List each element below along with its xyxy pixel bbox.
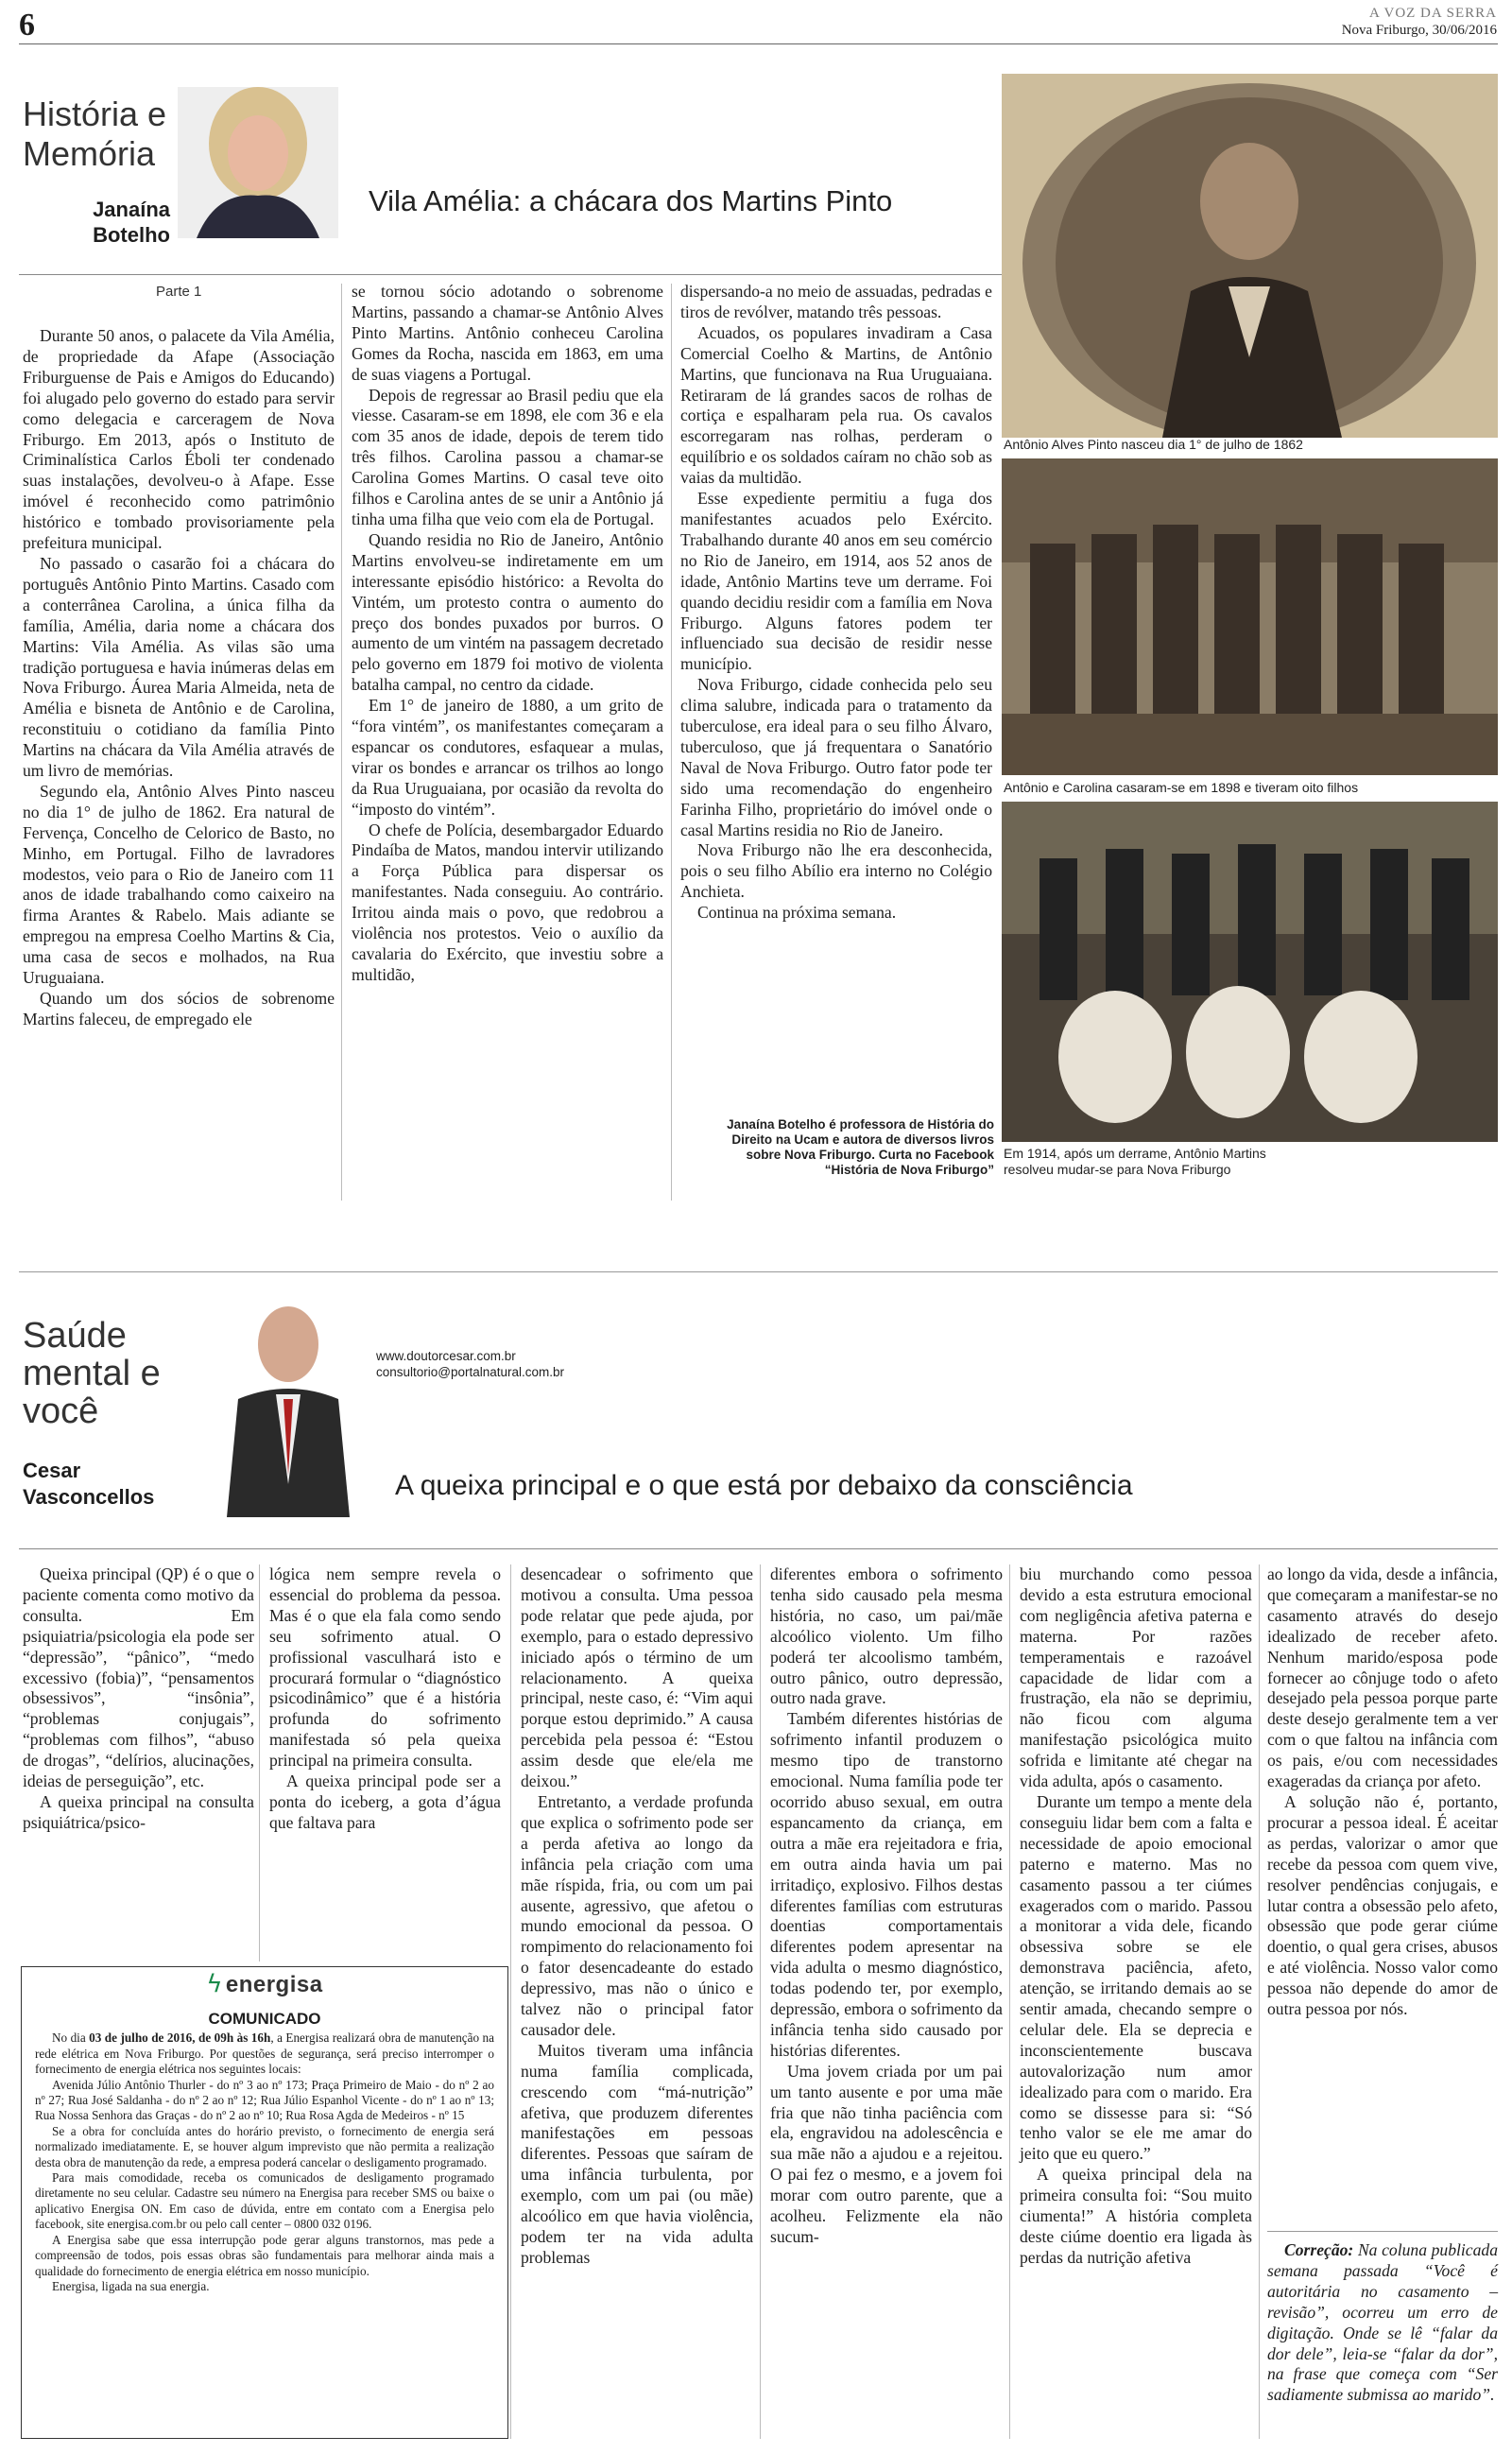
paragraph: Segundo ela, Antônio Alves Pinto nasceu no dia 1° de julho de 1862. Era natural de Fervença, Concelho de Celorico de Basto, no Minho, em Portugal. Filho de lavradores modestos, veio para o Rio de Janeiro com 11 anos de idade trabalhando como caixeiro na firma Arantes & Rabelo. Mais adiante se empregou na empresa Coelho Martins & Cia, uma casa de secos e molhados, na Rua Uruguaiana. [23,781,335,988]
article-headline-2: A queixa principal e o que está por debaixo da consciência [395,1470,1133,1501]
ad-title: COMUNICADO [208,2010,321,2028]
article2-col2 [269,1564,501,1834]
headline-rule [19,274,1002,275]
paragraph: Acuados, os populares invadiram a Casa Comercial Coelho & Martins, de Antônio Martins, que funcionava na Rua Uruguaiana. Retiraram de lá grandes sacos de rolhas de cortiça e espalharam pela rua. Os cavalos escorregaram nas rolhas, perderam o equilíbrio e os soldados caíram no chão sob as vaias da multidão. [680,322,992,488]
energisa-ad [21,1966,508,2439]
place-date: Nova Friburgo, 30/06/2016 [1341,23,1497,38]
paragraph: diferentes embora o sofrimento tenha sido causado pela mesma história, no caso, um pai/mãe alcoólico violento. Um filho poderá ter alcoolismo também, outro pânico, outro depressão, outro nada grave. [770,1564,1003,1708]
article2-col6 [1267,1564,1498,2020]
paragraph: Em 1° de janeiro de 1880, a um grito de “fora vintém”, os manifestantes começaram a espancar os condutores, esfaquear a mulas, virar os bondes e arrancar os trilhos ao longo da Rua Uruguaiana, por ocasião da revolta do “imposto do vintém”. [352,696,663,819]
paragraph: A queixa principal na consulta psiquiátrica/psico- [23,1791,254,1832]
correction-note [1267,2240,1498,2406]
page-number: 6 [19,8,35,43]
paragraph: A queixa principal pode ser a ponta do iceberg, a gota d’água que faltava para [269,1771,501,1832]
paragraph: se tornou sócio adotando o sobrenome Martins, passando a chamar-se Antônio Alves Pinto Martins. Antônio conheceu Carolina Gomes da Rocha, nascida em 1863, em uma de suas viagens a Portugal. [352,282,663,384]
article2-col3 [521,1564,753,2269]
energisa-logo [35,1970,494,2009]
website-link[interactable]: www.doutorcesar.com.br [376,1349,516,1363]
section-title: História e Memória [23,95,167,173]
author-photo [178,87,338,238]
article1-col3 [680,282,992,924]
author-name-2: Cesar Vasconcellos [23,1459,155,1509]
paragraph: Também diferentes histórias de sofrimento infantil produzem o mesmo tipo de transtorno emocional. Numa família pode ter ocorrido abuso sexual, em outra espancamento da criança, em outra a mãe era rejeitadora e fria, em outra ainda havia um pai irritadiço, explosivo. Filhos destas diferentes famílias com estruturas doentias comportamentais diferentes podem apresentar na vida adulta o mesmo diagnóstico, todas podendo ter, por exemplo, depressão, embora o sofrimento da infância tenha sido causado por histórias diferentes. [770,1709,1003,2060]
headline-rule-2 [19,1548,1498,1549]
ad-paragraph: Se a obra for concluída antes do horário previsto, o fornecimento de energia será normalizado imediatamente. E, se houver algum imprevisto que não permita a realização desta obra de manutenção da rede, a empresa poderá cancelar o desligamento programado. [35,2123,494,2169]
ad-paragraph: A Energisa sabe que essa interrupção pode gerar alguns transtornos, mas pede a compreensão de todos, pois essas obras são fundamentais para melhorar ainda mais a qualidade do fornecimento de energia elétrica em nosso município. [35,2232,494,2278]
author-photo-2 [217,1295,359,1517]
paragraph: Entretanto, a verdade profunda que explica o sofrimento pode ser a perda afetiva ao longo da infância pela criação com uma mãe ríspida, fria, ou com um pai ausente, agressivo, que afetou o mundo emocional da pessoa. O rompimento do relacionamento foi o fator desencadeante do estado depressivo, mas não o único e talvez não o principal fator causador dele. [521,1791,753,2039]
paragraph: biu murchando como pessoa devido a esta estrutura emocional com negligência afetiva paterna e materna. Por razões temperamentais e razoável capacidade de lidar com a frustração, ela não se deprimiu, não ficou com alguma manifestação psicológica muito sofrida e limitante até chegar na vida adulta, após o casamento. [1020,1564,1252,1791]
author-bio: Janaína Botelho é professora de História do Direito na Ucam e autora de diversos livros sobre Nova Friburgo. Curta no Facebook “História de Nova Friburgo” [727,1117,994,1177]
article2-col4 [770,1564,1003,2248]
article2-col5 [1020,1564,1252,2269]
paragraph: O chefe de Polícia, desembargador Eduardo Pindaíba de Matos, mandou intervir utilizando a Força Pública para dispersar os manifestantes. Nada conseguiu. Ao contrário. Irritou ainda mais o povo, que redobrou a violência nos protestos. Veio o auxílio da cavalaria do Exército, que investiu sobre a multidão, [352,820,663,984]
paragraph: A queixa principal dela na primeira consulta foi: “Sou muito ciumenta!” A história completa deste ciúme doentio era ligada às perdas da nutrição afetiva [1020,2165,1252,2267]
article1-col1 [23,326,335,1030]
ad-paragraph: Para mais comodidade, receba os comunicados de desligamento programado diretamente no seu celular. Cadastre seu número na Energisa para receber SMS ou baixe o aplicativo Energisa ON. Em caso de dúvida, entre em contato com a Energisa pelo facebook, site energisa.com.br ou pelo call center – 0800 032 0196. [35,2170,494,2232]
paragraph: Continua na próxima semana. [697,903,897,923]
paragraph: desencadear o sofrimento que motivou a consulta. Uma pessoa pode relatar que pede ajuda, por exemplo, para o estado depressivo iniciado após o término de um relacionamento. A queixa principal, neste caso, é: “Vim aqui porque estou deprimido.” A causa percebida pela pessoa é: “Estou assim desde que ele/ela me deixou.” [521,1564,753,1791]
author-name: Janaína Botelho [93,198,170,247]
paragraph: Quando residia no Rio de Janeiro, Antônio Martins envolveu-se indiretamente em um interessante episódio histórico: a Revolta do Vintém, um protesto contra o aumento do preço dos bondes puxados por burros. O aumento de um vintém na passagem decretado pelo governo em 1879 foi motivo de violenta batalha campal, no centro da cidade. [352,529,663,695]
paragraph: dispersando-a no meio de assuadas, pedradas e tiros de revólver, matando três pessoas. [680,282,992,321]
paragraph: Durante um tempo a mente dela conseguiu lidar bem com a falta e necessidade de apoio emocional paterno e materno. Mas no casamento passou a ter ciúmes exagerados com o marido. Passou a monitorar a vida dele, ficando obsessiva sobre se ele demonstrava paciência, afeto, atenção, se irritando demais ao se sentir amada, checando sempre o celular dele. Ela se deprecia e inconscientemente buscava autovalorização num amor idealizado para com o marido. Era como se dissesse para si: “Só tenho valor se ele me amar do jeito que eu quero.” [1020,1791,1252,2164]
photo-caption-2: Antônio e Carolina casaram-se em 1898 e tiveram oito filhos [1004,780,1359,795]
ad-locations: Avenida Júlio Antônio Thurler - do nº 3 ao nº 173; Praça Primeiro de Maio - do nº 2 ao nº 27; Rua José Saldanha - do nº 2 ao nº 12; Rua Júlio Espanhol Vicente - do nº 1 ao nº 13; Rua Nossa Senhora das Graças - do nº 2 ao nº 10; Rua Rosa Agda de Medeiros - nº 15 [35,2077,494,2123]
ad-paragraph: No dia 03 de julho de 2016, de 09h às 16h, a Energisa realizará obra de manutenção na rede elétrica em Nova Friburgo. Por questões de segurança, será preciso interromper o fornecimento de energia elétrica nos seguintes locais: [35,2031,494,2077]
paragraph: Queixa principal (QP) é o que o paciente comenta como motivo da consulta. Em psiquiatria/psicologia ela pode ser “depressão”, “pânico”, “medo excessivo (fobia)”, “pensamentos obsessivos”, “insônia”, “problemas conjugais”, “problemas com filhos”, “abuso de drogas”, “delírios, alucinações, ideias de perseguição”, etc. [23,1564,254,1791]
section-divider [19,1271,1498,1272]
ad-slogan: Energisa, ligada na sua energia. [52,2278,210,2293]
article2-col1 [23,1564,254,1834]
paragraph: Nova Friburgo não lhe era desconhecida, pois o seu filho Abílio era interno no Colégio Anchieta. [680,840,992,902]
family-photo-1 [1002,458,1498,775]
article1-col2 [352,282,663,986]
paragraph: ao longo da vida, desde a infância, que começaram a manifestar-se no casamento através do desejo idealizado de receber afeto. Nenhum marido/esposa pode fornecer ao cônjuge todo o afeto desejado pela pessoa porque parte deste desejo geralmente tem a ver com o que faltou na infância com os pais, e/ou com necessidades exageradas da criança por afeto. [1267,1564,1498,1791]
paragraph: No passado o casarão foi a chácara do português Antônio Pinto Martins. Casado com a conterrânea Carolina, a única filha da família, Amélia, daria nome a chácara dos Martins: Vila Amélia. As vilas são uma tradição portuguesa e havia inúmeras delas em Nova Friburgo. Áurea Maria Almeida, neta de Amélia e bisneta de Antônio e de Carolina, reconstituiu o cotidiano da família Pinto Martins na chácara da Vila Amélia através de um livro de memórias. [23,553,335,781]
lightning-icon: ϟ [206,1970,223,1998]
paragraph: Uma jovem criada por um pai um tanto ausente e por uma mãe fria que não tinha paciência com ela, engravidou na adolescência e sua mãe não a ajudou e a rejeitou. O pai fez o mesmo, e a jovem foi morar com outro parente, que a acolheu. Felizmente ela não sucum- [770,2061,1003,2246]
part-label: Parte 1 [156,284,202,300]
paragraph: Durante 50 anos, o palacete da Vila Amélia, de propriedade da Afape (Associação Friburguense de Pais e Amigos do Educando) foi alugado pelo governo do estado para servir como delegacia e carceragem de Nova Friburgo. Em 2013, após o Instituto de Criminalística Carlos Éboli ter condenado suas instalações, devolveu-o à Afape. Esse imóvel é reconhecido como patrimônio histórico e tombado provisoriamente pela prefeitura municipal. [23,326,335,553]
article-headline: Vila Amélia: a chácara dos Martins Pinto [369,184,893,217]
paragraph: A solução não é, portanto, procurar a pessoa ideal. É aceitar as perdas, valorizar o amor que recebe da pessoa com quem vive, resolver pendências conjugais, e lutar contra a obsessão pelo afeto, obsessão que pode gerar ciúme doentio, o qual gera crises, abusos e até violência. Nosso valor como pessoa não depende do amor de outra pessoa por nós. [1267,1791,1498,2019]
portrait-photo [1002,74,1498,438]
correction-label: Correção: [1284,2240,1354,2259]
header-rule [19,43,1498,44]
brand-name: energisa [225,1972,323,1997]
paragraph: Muitos tiveram uma infância numa família complicada, crescendo com “má-nutrição” afetiva, que produzem diferentes manifestações em pessoas diferentes. Pessoas que saíram de uma infância turbulenta, por exemplo, com um pai (ou mãe) alcoólico em que havia violência, podem ter na vida adulta problemas [521,2040,753,2267]
paragraph: Depois de regressar ao Brasil pediu que ela viesse. Casaram-se em 1898, ele com 36 e ela com 35 anos de idade, depois de terem tido três filhos. Carolina passou a chamar-se Carolina Gomes Martins. O casal teve oito filhos e Carolina antes de se unir a Antônio já tinha uma filha que veio com ela de Portugal. [352,385,663,528]
family-photo-2 [1002,802,1498,1142]
photo-caption-3: Em 1914, após um derrame, Antônio Martins resolveu mudar-se para Nova Friburgo [1004,1146,1266,1177]
correction-text: Na coluna publicada semana passada “Você é autoritária no casamento – revisão”, ocorreu um erro de digitação. Onde se lê “falar da dor dele”, leia-se “falar da dor”, na frase que começa com “Ser sadiamente submissa ao marido”. [1267,2240,1498,2405]
section-title-2: Saúde mental e você [23,1316,161,1431]
paragraph: lógica nem sempre revela o essencial do problema da pessoa. Mas é o que ela fala como sendo seu sofrimento atual. O profissional vasculhará isto e procurará formular o “diagnóstico psicodinâmico” que é a história profunda do sofrimento manifestada só pela queixa principal na primeira consulta. [269,1564,501,1771]
paragraph: Quando um dos sócios de sobrenome Martins faleceu, de empregado ele [23,989,335,1028]
paragraph: Nova Friburgo, cidade conhecida pelo seu clima salubre, indicada para o tratamento da tuberculose, era ideal para o seu filho Álvaro, tuberculoso, que já frequentara o Sanatório Naval de Nova Friburgo. Outro fator pode ter sido uma recomendação do engenheiro Farinha Filho, proprietário do imóvel onde o casal Martins residia no Rio de Janeiro. [680,675,992,839]
correction-rule [1267,2231,1498,2232]
email-link[interactable]: consultorio@portalnatural.com.br [376,1365,565,1379]
paragraph: Esse expediente permitiu a fuga dos manifestantes acuados pelo Exército. Trabalhando durante 40 anos em seu comércio no Rio de Janeiro, em 1914, aos 52 anos de idade, Antônio Martins teve um derrame. Foi quando decidiu residir com a família em Nova Friburgo. Alguns fatores podem ter influenciado sua decisão de residir nesse município. [680,489,992,674]
photo-caption-1: Antônio Alves Pinto nasceu dia 1° de julho de 1862 [1004,437,1303,452]
masthead: A VOZ DA SERRA [1369,6,1497,21]
